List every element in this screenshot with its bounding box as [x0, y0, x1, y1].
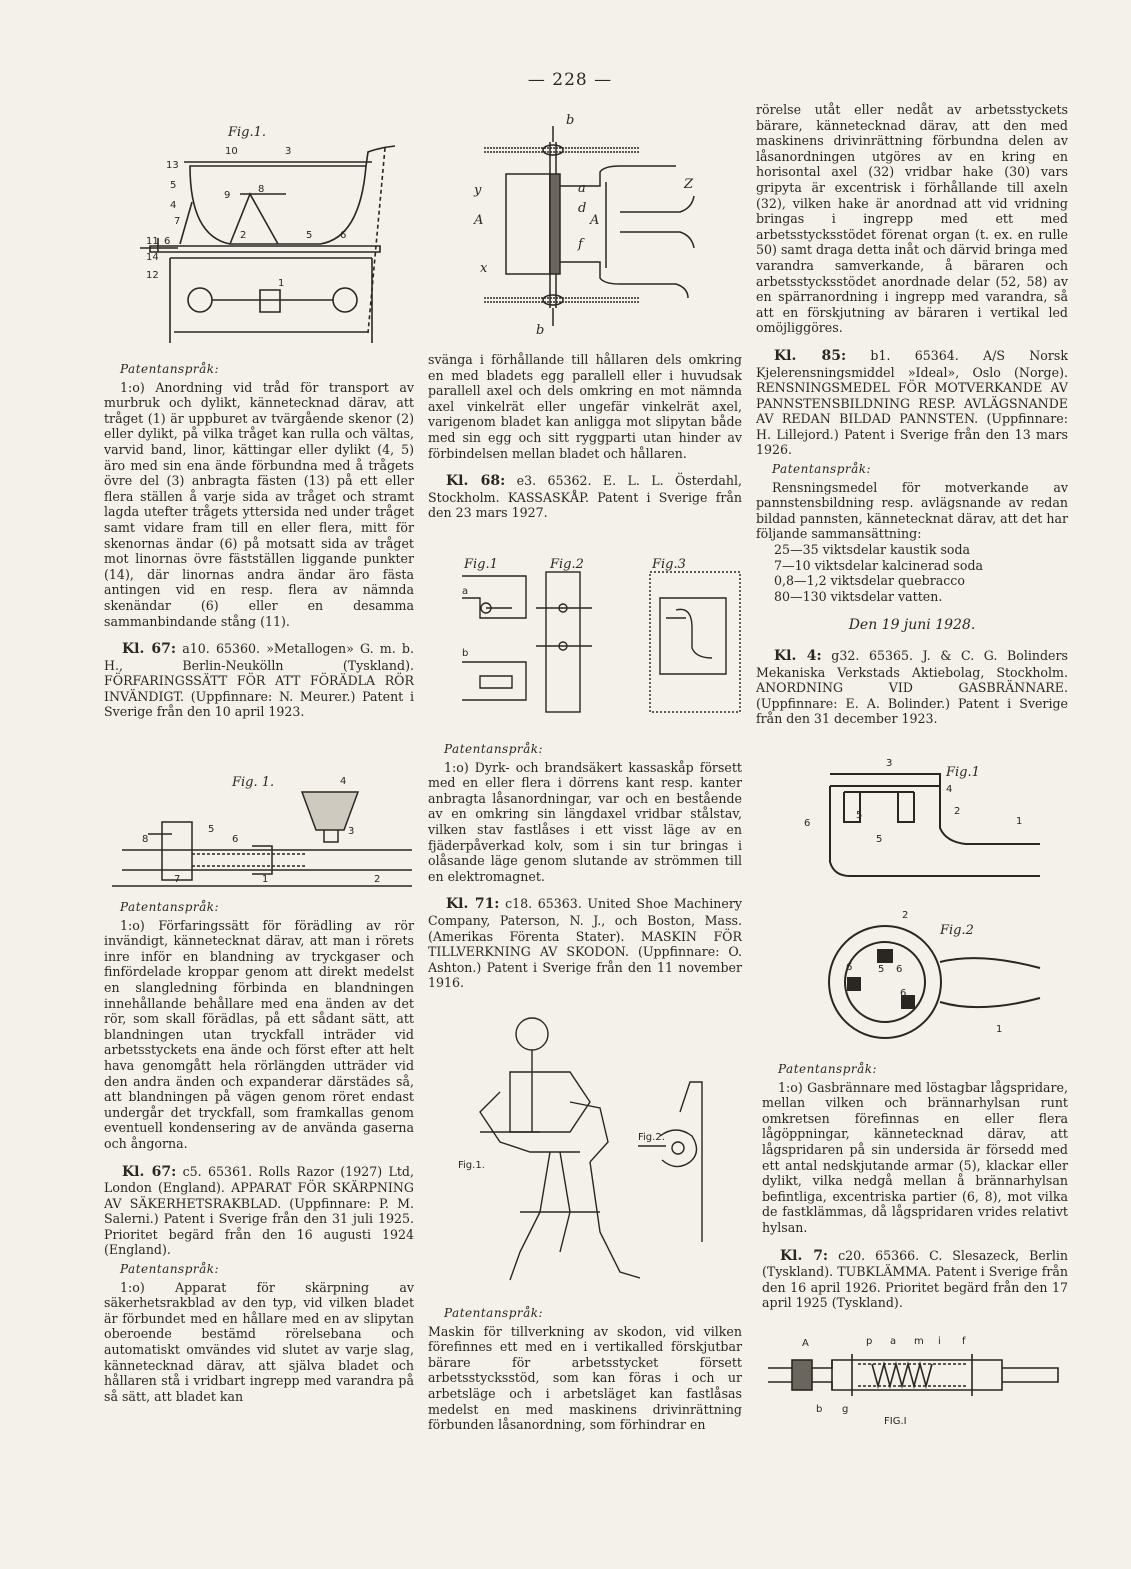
- patent-entry: [756, 648, 1068, 727]
- fig1-num: 5: [306, 230, 313, 241]
- formula-line: 0,8—1,2 viktsdelar quebracco: [774, 573, 965, 589]
- fig6-num: 5: [876, 834, 883, 845]
- fig-mortar-trough: [110, 118, 400, 348]
- fig2-num: 3: [348, 826, 355, 837]
- fig8-label: f: [962, 1336, 966, 1347]
- fig-shoe-machine: [440, 1012, 740, 1290]
- patent-entry: [104, 641, 414, 720]
- fig2-label: Fig. 1.: [232, 775, 275, 790]
- claim-heading: Patentanspråk:: [444, 1306, 544, 1320]
- fig6-num: 2: [954, 806, 961, 817]
- entry-text: e3. 65362. E. L. L. Österdahl, Stockholm. KASSASKÅP. Patent i Sverige från den 23 mars 1927.: [428, 473, 742, 521]
- fig1-num: 5: [170, 180, 177, 191]
- claim-text: 1:o) Anordning vid tråd för transport av murbruk och dylikt, kännetecknad därav, att tråget (1) är uppburet av tvärgående skenor (2) eller dylikt, på vilka tråget kan rulla och vältas, varvid band, linor, kättingar eller dylikt (4, 5) äro med sin ena ände förbundna med å trågets övre del (3) anbragta fästen (13) på ett eller flera ställen å varje sida av tråget och stramt lagda utefter trågets yttersida ned under tråget samt vidare fram till en eller flera, mitt för skenornas ändar (6) på motsatt sida av tråget mot linornas övre fästställen liggande punkter (14), där linornas andra ändar äro fästa antingen vid en resp. flera av nämnda skenändar (6) eller en desamma sammanbindande stång (11).: [104, 379, 414, 629]
- entry-text: c5. 65361. Rolls Razor (1927) Ltd, London (England). APPARAT FÖR SKÄRPNING AV SÄKERHETSRAKBLAD. (Uppfinnare: P. M. Salerni.) Patent i Sverige från den 31 juli 1925. Prioritet begärd från den 16 augusti 1924 (England).: [104, 1163, 414, 1258]
- patent-entry: [762, 1248, 1068, 1311]
- fig1-num: 7: [174, 216, 181, 227]
- claim-heading: Patentanspråk:: [444, 742, 544, 756]
- patent-entry: [104, 1164, 414, 1259]
- fig8-label: b: [816, 1404, 823, 1415]
- fig7-num: 6: [896, 964, 903, 975]
- fig1-num: 3: [285, 146, 292, 157]
- class-heading: Kl. 4:: [774, 648, 822, 664]
- class-heading: Kl. 7:: [780, 1247, 829, 1264]
- class-heading: Kl. 85:: [774, 347, 847, 364]
- fig4-label: a: [462, 586, 469, 597]
- column-3-bottom: [762, 1058, 1068, 1311]
- fig1-num: 14: [146, 252, 159, 263]
- fig-safe-lock: [456, 558, 746, 728]
- fig1-label: Fig.1.: [228, 125, 267, 140]
- fig1-num: 6: [340, 230, 347, 241]
- fig8-label: FIG.I: [884, 1416, 907, 1427]
- claim-text: 1:o) Apparat för skärpning av säkerhetsrakblad av den typ, vid vilken bladet är förbundet med en hållare med en av slipytan oberoende bestämd rörelsebana och automatiskt omvändes vid slutet av varje slag, kännetecknad därav, att själva bladet och hållaren stå i vridbart ingrepp med varandra på så sätt, att bladet kan: [104, 1279, 414, 1404]
- fig4-label: b: [462, 648, 469, 659]
- fig3-num: A: [590, 213, 600, 228]
- fig3-num: Z: [684, 177, 694, 192]
- fig1-num: 12: [146, 270, 159, 281]
- fig1-num: 1: [278, 278, 285, 289]
- formula-list: [774, 542, 1068, 604]
- patent-entry: [756, 348, 1068, 458]
- patent-entry: [428, 896, 742, 991]
- fig1-num: 8: [258, 184, 265, 195]
- fig8-label: A: [802, 1338, 809, 1349]
- claim-text: 1:o) Gasbrännare med löstagbar lågspridare, mellan vilken och brännarhylsan runt omkretsen förefinnas en eller flera lågöppningar, kännetecknad därav, att lågspridaren på sin undersida är försedd med ett antal nedskjutande armar (5), klackar eller dylikt, vilka nedgå mellan å brännarhylsan befintliga, excentriska partier (6, 8), mot vilka de fastklämmas, då lågspridaren vrides relativt hylsan.: [762, 1079, 1068, 1235]
- fig4-label: Fig.2: [550, 558, 584, 572]
- fig8-label: i: [938, 1336, 941, 1347]
- fig-tube-clamp: [762, 1330, 1062, 1428]
- claim-heading: Patentanspråk:: [120, 900, 220, 914]
- fig7-num: 2: [902, 910, 909, 921]
- fig1-num: 6: [164, 236, 171, 247]
- continued-text: svänga i förhållande till hållaren dels omkring en med bladets egg parallell eller i huvudsak parallell axel och dels omkring en mot nämnda axel vinkelrät eller ungefär vinkelrät axel, varigenom bladet kan anligga mot slipytan både med sin egg och sitt ryggparti utan hinder av förbindelsen mellan bladet och hållaren.: [428, 352, 742, 461]
- fig6-num: 4: [946, 784, 953, 795]
- fig2-num: 2: [374, 874, 381, 885]
- fig3-num: b: [536, 323, 545, 338]
- fig1-num: 10: [225, 146, 238, 157]
- entry-text: b1. 65364. A/S Norsk Kjelerensningsmiddel »Ideal», Oslo (Norge). RENSNINGSMEDEL FÖR MOTVERKANDE AV PANNSTENSBILDNING RESP. AVLÄGSNANDE AV REDAN BILDAD PANNSTEN. (Uppfinnare: H. Lillejord.) Patent i Sverige från den 13 mars 1926.: [756, 347, 1068, 458]
- fig8-label: p: [866, 1336, 873, 1347]
- continued-text: rörelse utåt eller nedåt av arbetsstyckets bärare, kännetecknad därav, att den med maskinens drivinrättning förbundna delen av låsanordningen utgöres av en kring en horisontal axel (32) vridbar hake (30) vars gripyta är excentrisk i förhållande till axeln (32), vilken hake är anordnad att vid vridning bringas i ingrepp med ett med arbetsstycksstödet förenat organ (t. ex. en rulle 50) samt draga detta inåt och därvid bringa med varandra samverkande, å bäraren och arbetsstycksstödet anordnade delar (52, 58) av en spärranordning i ingrepp med varandra, så att en förskjutning av bäraren i vertikal led omöjliggöres.: [756, 102, 1068, 336]
- formula-line: 25—35 viktsdelar kaustik soda: [774, 542, 971, 558]
- claim-heading: Patentanspråk:: [120, 362, 220, 376]
- column-1-bottom: [104, 896, 414, 1404]
- column-1-top: [104, 358, 414, 720]
- claim-heading: Patentanspråk:: [772, 462, 872, 477]
- fig1-num: 11: [146, 236, 159, 247]
- patent-entry: [428, 473, 742, 521]
- class-heading: Kl. 71:: [446, 896, 500, 913]
- fig6-label: Fig.1: [946, 765, 980, 780]
- class-heading: Kl. 68:: [446, 473, 506, 490]
- fig2-num: 7: [174, 874, 181, 885]
- fig2-num: 8: [142, 834, 149, 845]
- fig2-num: 5: [208, 824, 215, 835]
- fig5-label: Fig.2.: [638, 1132, 665, 1143]
- fig8-label: m: [914, 1336, 924, 1347]
- fig2-num: 6: [232, 834, 239, 845]
- fig7-num: 6: [846, 962, 853, 973]
- fig6-num: 3: [886, 758, 893, 769]
- fig4-label: Fig.3: [652, 558, 686, 572]
- entry-text: g32. 65365. J. & C. G. Bolinders Mekaniska Verkstads Aktiebolag, Stockholm. ANORDNING VID GASBRÄNNARE. (Uppfinnare: E. A. Bolinder.) Patent i Sverige från den 31 december 1923.: [756, 648, 1068, 727]
- fig7-label: Fig.2: [940, 923, 974, 938]
- fig6-num: 5: [856, 810, 863, 821]
- fig3-num: d: [578, 201, 587, 216]
- fig7-num: 6: [900, 988, 907, 999]
- fig6-num: 6: [804, 818, 811, 829]
- claim-text: Rensningsmedel för motverkande av pannstensbildning resp. avlägsnande av redan bildad pannsten, kännetecknat därav, att det har följande sammansättning:: [756, 479, 1068, 542]
- fig-pipe-process: [112, 770, 412, 892]
- fig1-num: 13: [166, 160, 179, 171]
- fig-gas-burner: [790, 752, 1050, 1052]
- fig3-num: a: [578, 181, 586, 196]
- fig8-label: g: [842, 1404, 849, 1415]
- fig3-num: A: [474, 213, 484, 228]
- fig4-label: Fig.1: [464, 558, 498, 572]
- entry-text: c18. 65363. United Shoe Machinery Company, Paterson, N. J., och Boston, Mass. (Amerikas Förenta Stater). MASKIN FÖR TILLVERKNING AV SKODON. (Uppfinnare: O. Ashton.) Patent i Sverige från den 11 november 1916.: [428, 896, 742, 991]
- fig7-num: 1: [996, 1024, 1003, 1035]
- column-2-mid: [428, 738, 742, 991]
- column-2-bottom: [428, 1302, 742, 1433]
- fig1-num: 4: [170, 200, 177, 211]
- claim-heading: Patentanspråk:: [778, 1062, 878, 1076]
- column-3-top: [756, 102, 1068, 727]
- class-heading: Kl. 67:: [122, 1163, 177, 1180]
- fig8-label: a: [890, 1336, 897, 1347]
- fig2-num: 4: [340, 776, 347, 787]
- date-heading: Den 19 juni 1928.: [848, 617, 976, 634]
- fig5-label: Fig.1.: [458, 1160, 485, 1171]
- claim-text: 1:o) Dyrk- och brandsäkert kassaskåp försett med en eller flera i dörrens kant resp. kanter anbragta låsanordningar, var och en bestående av en omkring sin längdaxel vridbar stålstav, vilken stav fastlåses i ett visst läge av en fjäderpåverkad kolv, som i sin tur bringas i olåsande läge genom slutande av strömmen till en elektromagnet.: [428, 759, 742, 884]
- class-heading: Kl. 67:: [122, 641, 177, 658]
- formula-line: 7—10 viktsdelar kalcinerad soda: [774, 557, 984, 573]
- fig7-num: 5: [878, 964, 885, 975]
- fig1-num: 9: [224, 190, 231, 201]
- fig1-num: 2: [240, 230, 247, 241]
- claim-text: Maskin för tillverkning av skodon, vid vilken förefinnes ett med en i vertikalled förskjutbar bärare för arbetsstycket försett arbetsstycksstöd, som kan föras i och ur arbetsläge och i arbetsläget kan fastlåsas medelst en med maskinens drivinrättning förbunden låsanordning, som förhindrar en: [428, 1323, 742, 1433]
- fig3-num: y: [474, 183, 482, 198]
- fig3-num: b: [566, 113, 575, 128]
- fig6-num: 1: [1016, 816, 1023, 827]
- fig2-num: 1: [262, 874, 269, 885]
- claim-text: 1:o) Förfaringssätt för förädling av rör invändigt, kännetecknat därav, att man i rörets inre inför en blandning av tryckgaser och finfördelade kroppar genom att direkt medelst en slangledning förbinda en blandningen innehållande behållare med ena änden av det rör, som skall förädlas, på ett sådant sätt, att blandningen utan tryckfall inträder vid arbetsstyckets ena ände och först efter att helt hava genomgått hela rörlängden utträder vid den andra änden och expanderar därstädes så, att blandningen på vägen genom röret endast undergår det tryckfall, som framkallas genom eventuell kondensering av de använda gaserna och ångorna.: [104, 917, 414, 1151]
- entry-text: a10. 65360. »Metallogen» G. m. b. H., Berlin-Neukölln (Tyskland). FÖRFARINGSSÄTT FÖR ATT FÖRÄDLA RÖR INVÄNDIGT. (Uppfinnare: N. Meurer.) Patent i Sverige från den 10 april 1923.: [104, 641, 414, 720]
- formula-line: 80—130 viktsdelar vatten.: [774, 588, 943, 604]
- fig-razor-sharpener: [470, 112, 710, 342]
- column-2-top: [428, 352, 742, 521]
- fig3-num: x: [480, 261, 488, 276]
- claim-heading: Patentanspråk:: [120, 1262, 220, 1277]
- entry-text: c20. 65366. C. Slesazeck, Berlin (Tyskland). TUBKLÄMMA. Patent i Sverige från den 16 april 1926. Prioritet begärd från den 17 april 1925 (Tyskland).: [762, 1247, 1068, 1311]
- page-number: — 228 —: [527, 70, 613, 90]
- fig3-num: f: [578, 237, 583, 252]
